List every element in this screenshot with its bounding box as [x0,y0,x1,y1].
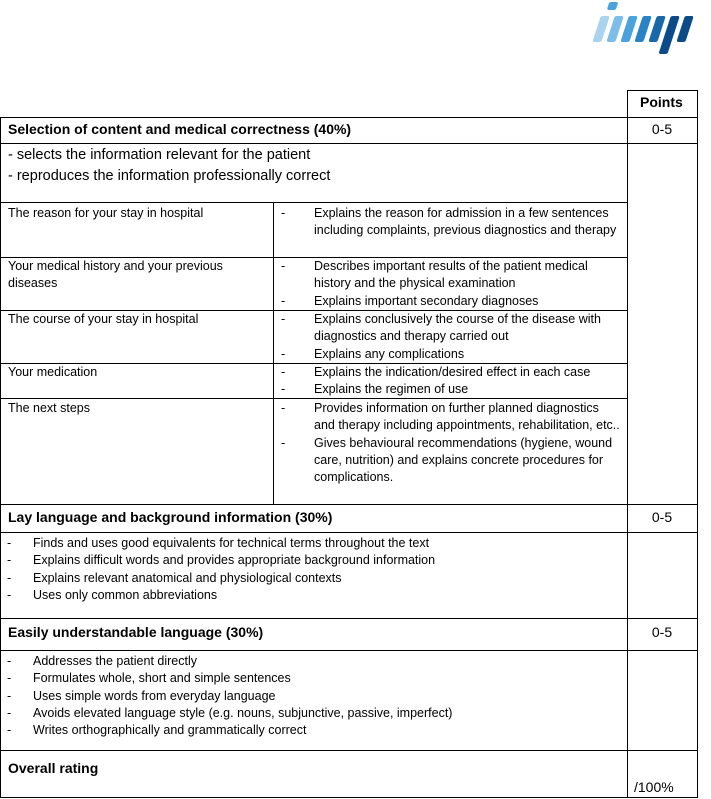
line [627,90,698,91]
section-title-content: Selection of content and medical correctness (40%) [8,121,352,137]
criterion-list [281,258,621,310]
line [0,504,698,505]
section-points-lay-language: 0-5 [651,509,673,525]
criterion-item: - Writes orthographically and grammatically correct [7,722,622,739]
criterion-list [281,364,621,399]
line [0,650,698,651]
criterion-item: - Explains the reason for admission in a few sentences including complaints, previous diagnostics and therapy [281,205,621,240]
line [0,202,628,203]
criterion-item: - Gives behavioural recommendations (hygiene, wound care, nutrition) and explains concrete procedures for complications. [281,435,621,487]
line [697,90,698,798]
criterion-label: Your medical history and your previous diseases [8,259,223,291]
criterion-label: The reason for your stay in hospital [8,206,204,220]
line [0,532,698,533]
overall-rating-title: Overall rating [8,760,99,776]
points-header: Points [640,94,683,110]
line [0,117,1,798]
intro-line: - selects the information relevant for the patient [8,147,311,163]
criterion-item: - Explains relevant anatomical and physiological contexts [7,570,622,587]
line [0,618,698,619]
criterion-label: The course of your stay in hospital [8,312,199,326]
criterion-list [7,653,622,739]
section-points-content: 0-5 [651,121,673,137]
criterion-item: - Explains difficult words and provides appropriate background information [7,552,622,569]
criterion-item: - Addresses the patient directly [7,653,622,670]
section-title-easy-language: Easily understandable language (30%) [8,624,264,640]
section-title-lay-language: Lay language and background information (30%) [8,509,333,525]
overall-rating-total: /100% [634,779,674,795]
section-intro [8,145,330,187]
criterion-item: - Explains the indication/desired effect in each case [281,364,621,381]
criterion-label: The next steps [8,401,90,415]
intro-line: - reproduces the information professionally correct [8,168,331,184]
section-points-easy-language: 0-5 [651,624,673,640]
line [0,143,698,144]
criterion-item: - Uses only common abbreviations [7,587,622,604]
line [0,750,698,751]
criterion-list [281,400,621,486]
criterion-item: - Finds and uses good equivalents for technical terms throughout the text [7,535,622,552]
criterion-list [281,205,621,240]
imp-logo [592,0,711,58]
line [0,797,698,798]
criterion-list [7,535,622,604]
criterion-item: - Explains important secondary diagnoses [281,293,621,310]
criterion-item: - Uses simple words from everyday language [7,688,622,705]
criterion-list [281,311,621,363]
criterion-item: - Explains the regimen of use [281,381,621,398]
criterion-label: Your medication [8,365,98,379]
criterion-item: - Formulates whole, short and simple sentences [7,670,622,687]
line [0,117,698,118]
criterion-item: - Provides information on further planned diagnostics and therapy including appointments, rehabilitation, etc.. [281,400,621,435]
criterion-item: - Explains any complications [281,346,621,363]
criterion-item: - Describes important results of the patient medical history and the physical examination [281,258,621,293]
criterion-item: - Avoids elevated language style (e.g. nouns, subjunctive, passive, imperfect) [7,705,622,722]
line [627,90,628,798]
criterion-item: - Explains conclusively the course of the disease with diagnostics and therapy carried out [281,311,621,346]
line [273,202,274,504]
